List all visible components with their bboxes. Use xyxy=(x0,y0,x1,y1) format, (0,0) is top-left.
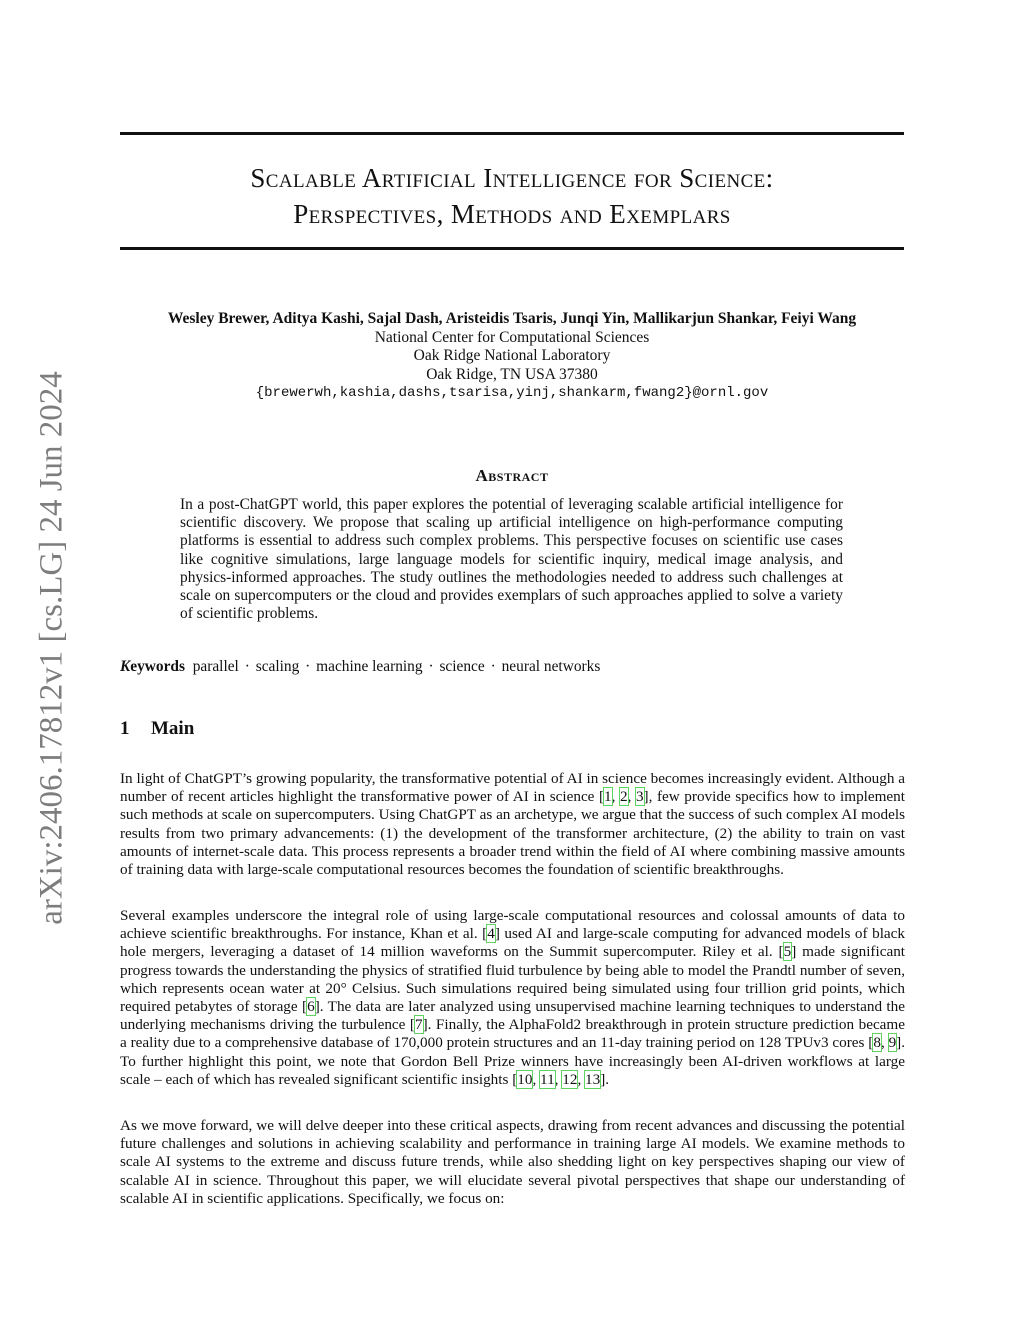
section-number: 1 xyxy=(120,718,130,739)
citation-link[interactable]: 8 xyxy=(873,1034,881,1052)
keyword-separator: · xyxy=(244,658,250,675)
citation-link[interactable]: 10 xyxy=(517,1070,533,1088)
title-line-1: Scalable Artificial Intelligence for Science: xyxy=(250,163,774,193)
paragraph-text: ]. The data are later analyzed using unsupervised machine learning techniques to understand the underlying mechanisms driving the turbulence [ xyxy=(120,998,905,1034)
affiliation-lab: Oak Ridge National Laboratory xyxy=(413,347,611,364)
paragraph-text: Several examples underscore the integral role of using large-scale computational resources and colossal amounts of data to achieve scientific breakthroughs. For instance, Khan et al. [ xyxy=(120,907,905,943)
paragraph-1: In light of ChatGPT’s growing popularity, the transformative potential of AI in science becomes increasingly evident. Although a number of recent articles highlight the transformative power of AI in science [1, 2, 3], few provide specifics how to implement such methods at scale on supercomputers. Using ChatGPT as an archetype, we argue that the success of such complex AI models results from two primary advancements: (1) the development of the transformer architecture, (2) the ability to train on vast amounts of internet-scale data. This process represents a broader trend within the field of AI where combining massive amounts of training data with large-scale computational resources becomes the foundation of scientific breakthroughs. xyxy=(120,770,905,879)
keywords-line xyxy=(120,657,904,676)
affiliation-address: Oak Ridge, TN USA 37380 xyxy=(426,365,598,383)
keyword-term: neural networks xyxy=(501,658,601,675)
keywords-label xyxy=(120,658,185,675)
paragraph-3: As we move forward, we will delve deeper into these critical aspects, drawing from recent advances and discussing the potential future challenges and solutions in achieving scalability and performance in training large AI models. We examine methods to scale AI systems to the extreme and discuss future trends, while also shedding light on key perspectives shaping our view of scalable AI in science. Throughout this paper, we will elucidate several pivotal perspectives that shape our understanding of scalable AI in scientific applications. Specifically, we focus on: xyxy=(120,1117,905,1207)
abstract-text: In a post-ChatGPT world, this paper explores the potential of leveraging scalable artificial intelligence for scientific discovery. We propose that scaling up artificial intelligence on high-performance computing platforms is essential to address such complex problems. This perspective focuses on scientific use cases like cognitive simulations, large language models for scientific inquiry, medical image analysis, and physics-informed approaches. The study outlines the methodologies needed to address such challenges at scale on supercomputers or the cloud and provides exemplars of such approaches applied to solve a variety of scientific problems. xyxy=(180,496,843,623)
author-block xyxy=(120,310,904,403)
keyword-separator: · xyxy=(305,658,311,675)
keyword-term: science xyxy=(439,658,485,675)
citation-link[interactable]: 1 xyxy=(604,788,612,806)
citation-link[interactable]: 11 xyxy=(540,1070,555,1088)
arxiv-identifier-stamp: arXiv:2406.17812v1 [cs.LG] 24 Jun 2024 xyxy=(33,371,70,925)
keywords-label-rest: eywords xyxy=(130,658,185,675)
keyword-separator: · xyxy=(428,658,434,675)
citation-link[interactable]: 4 xyxy=(487,925,495,943)
abstract-heading: Abstract xyxy=(475,466,549,485)
citation-link[interactable]: 6 xyxy=(307,998,315,1016)
author-emails: {brewerwh,kashia,dashs,tsarisa,yinj,shankarm,fwang2}@ornl.gov xyxy=(255,385,769,401)
citation-link[interactable]: 3 xyxy=(635,788,644,806)
paragraph-text: ]. Finally, the AlphaFold2 breakthrough in protein structure prediction became a reality due to a comprehensive database of 170,000 protein structures and an 11-day training period on 128 TPUv3 cores [ xyxy=(120,1016,905,1052)
paragraph-text: ], few provide specifics how to implement such methods at scale on supercomputers. Using ChatGPT as an archetype, we argue that the success of such complex AI models results from two primary advancements: (1) the development of the transformer architecture, (2) the ability to train on vast amounts of internet-scale data. This process represents a broader trend within the field of AI where combining massive amounts of training data with large-scale computational resources becomes the foundation of scientific breakthroughs. xyxy=(120,788,905,879)
author-names: Wesley Brewer, Aditya Kashi, Sajal Dash, Aristeidis Tsaris, Junqi Yin, Mallikarjun Shankar, Feiyi Wang xyxy=(167,310,857,327)
title-rule-top xyxy=(120,132,904,135)
paragraph-2: Several examples underscore the integral role of using large-scale computational resources and colossal amounts of data to achieve scientific breakthroughs. For instance, Khan et al. [4] used AI and large-scale computing for advanced models of black hole mergers, leveraging a dataset of 14 million waveforms on the Summit supercomputer. Riley et al. [5] made significant progress towards the understanding the physics of stratified fluid turbulence by being able to model the Prandtl number of seven, which represents ocean water at 20° Celsius. Such simulations required being simulated using four trillion grid points, which required petabytes of storage [6]. The data are later analyzed using unsupervised machine learning techniques to understand the underlying mechanisms driving the turbulence [7]. Finally, the AlphaFold2 breakthrough in protein structure prediction became a reality due to a comprehensive database of 170,000 protein structures and an 11-day training period on 128 TPUv3 cores [8, 9]. To further highlight this point, we note that Gordon Bell Prize winners have increasingly been AI-driven workflows at large scale – each of which has revealed significant scientific insights [10, 11, 12, 13]. xyxy=(120,907,906,1088)
paragraph-text: ] made significant progress towards the understanding the physics of stratified fluid turbulence by being able to model the Prandtl number of seven, which represents ocean water at 20° Celsius. Such simulations required being simulated using four trillion grid points, which required petabytes of storage [ xyxy=(120,943,906,1016)
keyword-separator: · xyxy=(490,658,496,675)
citation-link[interactable]: 2 xyxy=(620,788,628,806)
paper-title xyxy=(120,160,904,232)
citation-link[interactable]: 12 xyxy=(562,1070,578,1088)
keywords-label-initial: K xyxy=(120,658,131,675)
section-title: Main xyxy=(151,718,195,739)
title-line-2: Perspectives, Methods and Exemplars xyxy=(293,199,731,229)
citation-link[interactable]: 9 xyxy=(888,1034,897,1052)
paragraph-text: In light of ChatGPT’s growing popularity, the transformative potential of AI in science becomes increasingly evident. Although a number of recent articles highlight the transformative power of AI in science [ xyxy=(120,770,905,806)
citation-link[interactable]: 13 xyxy=(585,1070,601,1088)
paragraph-text: ] used AI and large-scale computing for advanced models of black hole mergers, leveraging a dataset of 14 million waveforms on the Summit supercomputer. Riley et al. [ xyxy=(120,925,905,961)
keyword-term: scaling xyxy=(255,658,300,675)
keyword-term: machine learning xyxy=(316,658,423,675)
affiliation-center: National Center for Computational Sciences xyxy=(374,328,650,346)
citation-link[interactable]: 5 xyxy=(783,943,792,961)
keyword-term: parallel xyxy=(192,658,239,675)
section-heading-main xyxy=(120,718,194,740)
paragraph-text: ]. To further highlight this point, we note that Gordon Bell Prize winners have increasingly been AI-driven workflows at large scale – each of which has revealed significant scientific insights [ xyxy=(120,1034,906,1088)
paragraph-text: ]. xyxy=(600,1070,610,1088)
title-rule-bottom xyxy=(120,247,904,250)
citation-link[interactable]: 7 xyxy=(414,1016,423,1034)
